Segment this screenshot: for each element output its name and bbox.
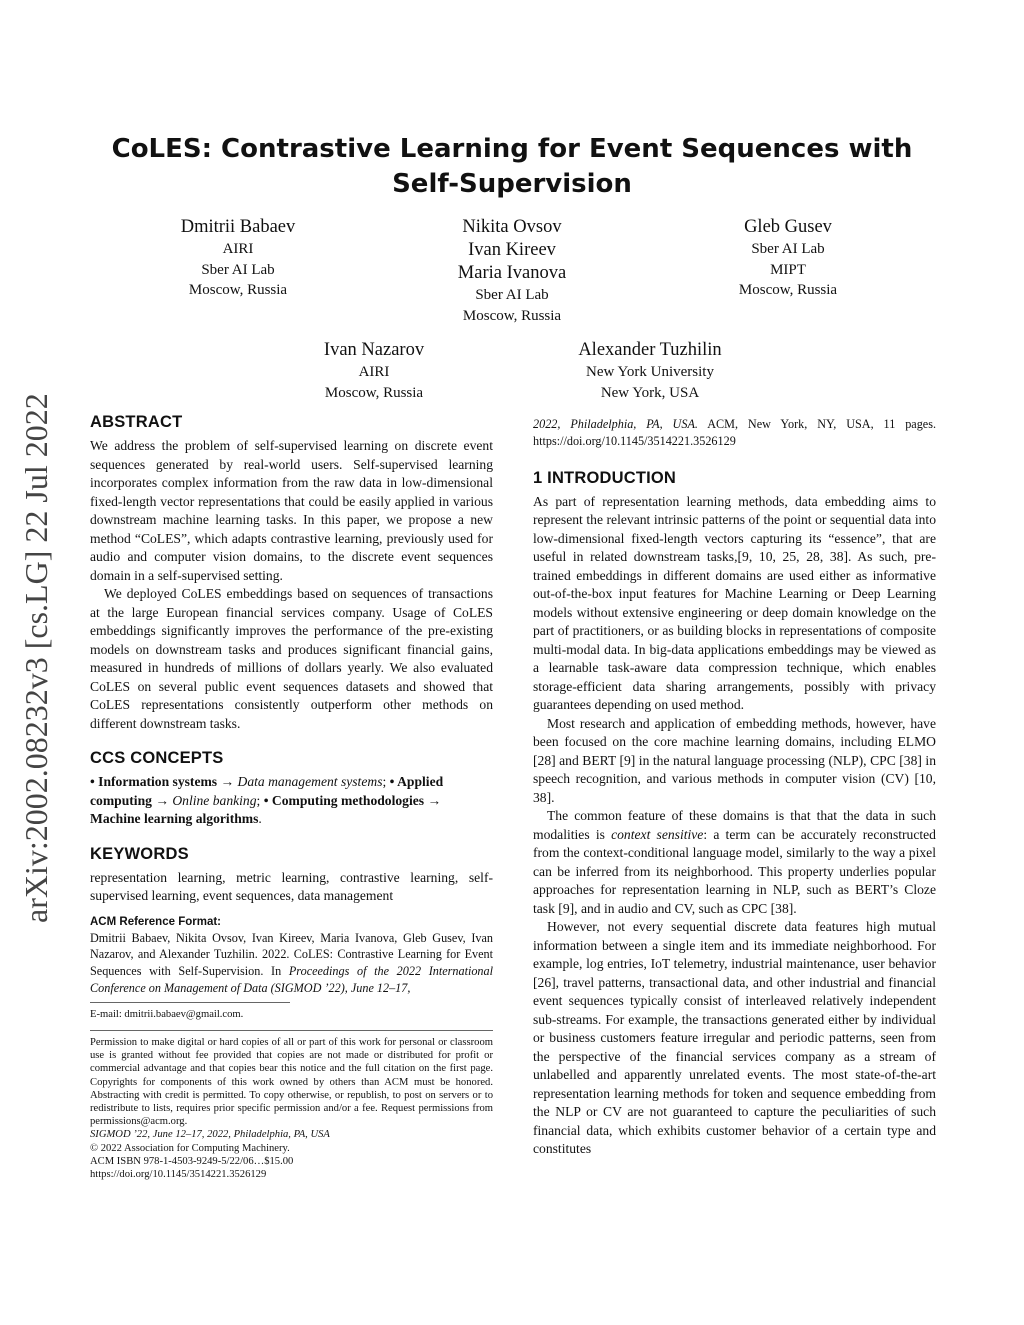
author-name: Ivan Kireev <box>468 240 556 260</box>
keywords-text: representation learning, metric learning, contrastive learning, self-supervised learning, event sequences, data management <box>90 869 493 903</box>
ccs-term: • Applied computing <box>90 774 444 808</box>
author-babaev <box>138 216 338 301</box>
author-email: E-mail: dmitrii.babaev@gmail.com. <box>90 1009 244 1020</box>
acm-ref-continued <box>533 416 936 450</box>
author-name: Ivan Nazarov <box>323 340 425 360</box>
acm-ref-location: 2022, Philadelphia, PA, USA. <box>533 417 698 431</box>
ccs-separator: ; <box>382 774 390 789</box>
author-name: Alexander Tuzhilin <box>578 340 722 360</box>
keywords-heading: KEYWORDS <box>90 844 189 863</box>
abstract-paragraph: We deployed CoLES embeddings based on sequences of transactions at the large European financial services company. Usage of CoLES embeddings significantly improves the performance of the pre-existing models on downstream tasks and produces significant financial gains, measured in hundreds of millions of dollars yearly. We also evaluated CoLES on several public event sequences datasets and showed that CoLES representations consistently outperform other methods on different downstream tasks. <box>90 586 493 731</box>
arxiv-stamp: arXiv:2002.08232v3 [cs.LG] 22 Jul 2022 <box>18 393 54 923</box>
ccs-term: Machine learning algorithms <box>90 811 259 826</box>
author-gusev <box>688 216 888 301</box>
ccs-arrow: → <box>217 774 238 789</box>
doi-link[interactable]: https://doi.org/10.1145/3514221.3526129 <box>90 1169 267 1181</box>
author-location: Moscow, Russia <box>188 282 288 298</box>
footnote-rule <box>90 1002 290 1003</box>
paper-title-line-1: CoLES: Contrastive Learning for Event Sequences with <box>111 134 913 164</box>
ccs-arrow: → <box>151 792 173 808</box>
acm-ref-text <box>90 930 493 997</box>
author-affiliation: AIRI <box>222 241 254 257</box>
author-affiliation: Sber AI Lab <box>751 241 825 257</box>
acm-ref-proceedings: Proceedings of the 2022 International Conference on Management of Data (SIGMOD ’22), June 12–17, <box>90 964 494 995</box>
acm-ref-body: Dmitrii Babaev, Nikita Ovsov, Ivan Kireev, Maria Ivanova, Gleb Gusev, Ivan Nazarov, and Alexander Tuzhilin. 2022. CoLES: Contrastive Learning for Event Sequences with Self-Supervision. In <box>90 930 493 979</box>
author-location: Moscow, Russia <box>324 384 424 401</box>
author-location: Moscow, Russia <box>738 282 838 298</box>
acm-ref-publisher: ACM, New York, NY, USA, 11 pages. https://doi.org/10.1145/3514221.3526129 <box>533 417 937 448</box>
author-affiliation: Sber AI Lab <box>475 287 549 303</box>
copyright-line: © 2022 Association for Computing Machinery. <box>90 1142 290 1154</box>
author-affiliation: Sber AI Lab <box>201 261 275 278</box>
ccs-separator: ; <box>256 792 264 808</box>
left-column <box>90 412 493 997</box>
paper-title <box>80 132 944 202</box>
author-location: New York, USA <box>600 384 700 401</box>
ccs-term: • Information systems <box>90 774 218 789</box>
intro-paragraph: As part of representation learning methods, data embedding aims to represent the relevant intrinsic patterns of the point or sequential data into low-dimensional fixed-length vectors capturing its “essence”, that are useful in related downstream tasks,[9, 10, 25, 28, 38]. As such, pre-trained embeddings in different domains are used either as informative out-of-the-box input features for Machine Learning or Deep Learning models without extensive engineering or deep domain knowledge on the part of practitioners, or as building blocks in representations of composite multi-modal data. In big-data applications embeddings may be viewed as a learnable task-aware data compression technique, which enables storage-efficient data sharing arrangements, possibly with privacy guarantees depending on used method. <box>533 493 936 713</box>
ccs-end: . <box>258 811 262 826</box>
paper-title-line-2: Self-Supervision <box>392 169 632 199</box>
right-column <box>533 416 936 1159</box>
abstract-paragraph: We address the problem of self-supervised learning on discrete event sequences generated by real-world users. Self-supervised learning incorporates complex information from the raw data in low-dimensional fixed-length vector representations that could be easily applied in various downstream machine learning tasks. In this paper, we propose a new method “CoLES”, which adapts contrastive learning, previously used for audio and computer vision domains, to the discrete event sequences domain in a self-supervised setting. <box>90 438 493 583</box>
author-affiliation: AIRI <box>358 364 390 380</box>
intro-text: The common feature of these domains is that that the data in such modalities is <box>533 808 936 842</box>
author-name: Dmitrii Babaev <box>180 217 296 237</box>
intro-paragraph: Most research and application of embedding methods, however, have been focused on the core machine learning domains, including ELMO [28] and BERT [9] in the natural language processing (NLP), CPC [38] in speech recognition, and various methods in computer vision (CV) [10, 38]. <box>533 715 936 805</box>
ccs-term: Data management systems <box>237 774 383 789</box>
ccs-heading: CCS CONCEPTS <box>90 749 224 767</box>
permission-block <box>90 1036 493 1181</box>
acm-ref-heading: ACM Reference Format: <box>90 915 221 928</box>
author-name: Gleb Gusev <box>744 217 832 237</box>
author-group-ovsov-kireev-ivanova <box>412 216 612 326</box>
ccs-concepts <box>90 773 493 829</box>
intro-paragraph <box>533 807 936 918</box>
ccs-term: Online banking <box>172 792 257 808</box>
author-tuzhilin <box>540 339 760 403</box>
intro-emphasis: context sensitive <box>611 826 704 842</box>
introduction-heading: 1 INTRODUCTION <box>533 468 677 487</box>
permission-rule <box>90 1030 493 1031</box>
author-nazarov <box>274 339 474 403</box>
isbn-line: ACM ISBN 978-1-4503-9249-5/22/06…$15.00 <box>90 1155 294 1167</box>
author-location: Moscow, Russia <box>462 307 562 324</box>
author-name: Maria Ivanova <box>457 263 567 283</box>
abstract-heading: ABSTRACT <box>90 413 183 431</box>
author-affiliation: MIPT <box>770 261 806 278</box>
author-affiliation: New York University <box>586 364 714 380</box>
ccs-arrow: → <box>424 792 442 808</box>
permission-notice: Permission to make digital or hard copies of all or part of this work for personal or classroom use is granted without fee provided that copies are not made or distributed for profit or commercial advantage and that copies bear this notice and the full citation on the first page. Copyrights for components of this work owned by others than ACM must be honored. Abstracting with credit is permitted. To copy otherwise, or republish, to post on servers or to redistribute to lists, requires prior specific permission and/or a fee. Request permissions from permissions@acm.org. <box>90 1037 493 1128</box>
author-name: Nikita Ovsov <box>462 217 562 237</box>
conference-line: SIGMOD ’22, June 12–17, 2022, Philadelphia, PA, USA <box>90 1129 330 1141</box>
ccs-term: • Computing methodologies <box>263 792 425 808</box>
intro-text: : a term can be accurately reconstructed from the context-conditional language model, similarly to the way a pixel can be inferred from its neighborhood. This property underlies popular approaches for representation learning in NLP, such as BERT’s Cloze task [9], and in audio and CV, such as CPC [38]. <box>533 826 936 916</box>
intro-paragraph: However, not every sequential discrete data features high mutual information between a single item and its immediate neighborhood. For example, log entries, IoT telemetry, industrial maintenance, user behavior [26], travel patterns, transactional data, and other industrial and financial event sequences typically consist of interleaved relatively independent sub-streams. For example, the transactions generated either by individual or business customers feature irregular and periodic patterns, seen from the perspective of the financial services company as a stream of unlabelled and apparently unrelated events. The most state-of-the-art representation learning methods for token and sequence embedding from the NLP or CV are not guaranteed to capture the peculiarities of such financial data, which exhibits customer behavior of a certain type and constitutes <box>533 919 936 1157</box>
